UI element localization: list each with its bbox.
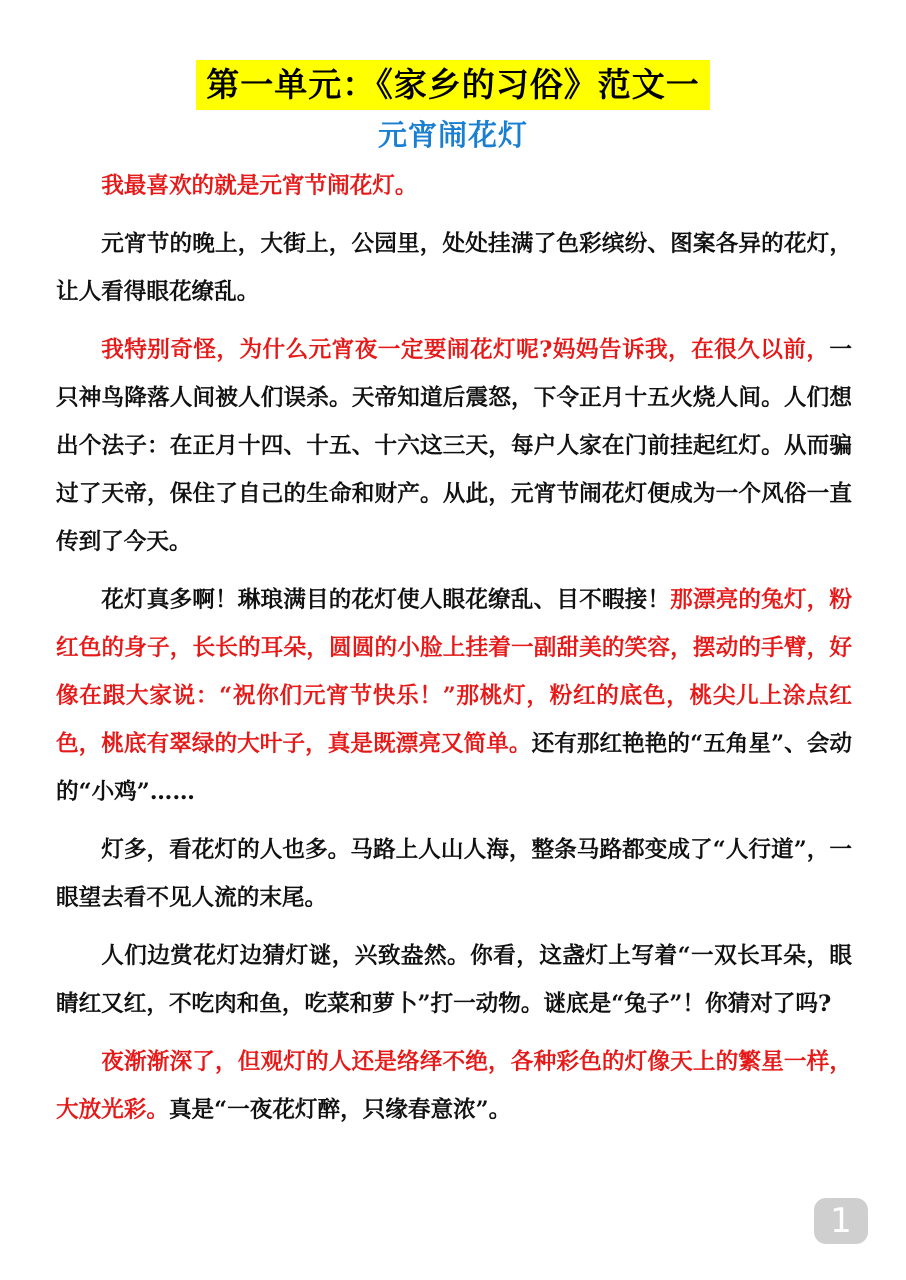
paragraph-4-tail: 还有那红艳艳的“五角星”、会动的“小鸡”…… — [56, 731, 852, 805]
subtitle-row — [0, 115, 906, 155]
essay-body — [56, 162, 852, 1144]
title-row — [0, 60, 906, 110]
paragraph-4-text: 花灯真多啊！琳琅满目的花灯使人眼花缭乱、目不暇接！ — [101, 587, 671, 613]
paragraph-3 — [56, 326, 852, 566]
paragraph-5 — [56, 826, 852, 922]
paragraph-6 — [56, 932, 852, 1028]
paragraph-7-text: 真是“一夜花灯醉，只缘春意浓”。 — [168, 1097, 512, 1123]
paragraph-4-red-text: 那漂亮的兔灯，粉红色的身子，长长的耳朵，圆圆的小脸上挂着一副甜美的笑容，摆动的手臂，好像在跟大家说：“祝你们元宵节快乐！”那桃灯，粉红的底色，桃尖儿上涂点红色，桃底有翠绿的大叶子，真是既漂亮又简单。 — [56, 587, 853, 757]
paragraph-1 — [56, 162, 852, 210]
paragraph-6-text: 人们边赏花灯边猜灯谜，兴致盎然。你看，这盏灯上写着“一双长耳朵，眼睛红又红，不吃肉和鱼，吃菜和萝卜”打一动物。谜底是“兔子”！你猜对了吗? — [56, 943, 852, 1017]
paragraph-2-text: 元宵节的晚上，大街上，公园里，处处挂满了色彩缤纷、图案各异的花灯，让人看得眼花缭乱。 — [56, 231, 852, 305]
paragraph-1-red-lead: 我最喜欢的就是元宵节闹花灯。 — [101, 173, 418, 199]
paragraph-3-red-lead: 我特别奇怪，为什么元宵夜一定要闹花灯呢?妈妈告诉我，在很久以前， — [101, 337, 830, 363]
document-title: 第一单元：《家乡的习俗》范文一 — [196, 60, 710, 110]
paragraph-5-text: 灯多，看花灯的人也多。马路上人山人海，整条马路都变成了“人行道”，一眼望去看不见人流的末尾。 — [56, 837, 852, 911]
paragraph-7-red-lead: 夜渐渐深了，但观灯的人还是络绎不绝，各种彩色的灯像天上的繁星一样，大放光彩。 — [56, 1049, 852, 1123]
paragraph-7 — [56, 1038, 852, 1134]
essay-subtitle: 元宵闹花灯 — [377, 118, 528, 152]
paragraph-4 — [56, 576, 852, 816]
paragraph-2 — [56, 220, 852, 316]
page-number-badge: 1 — [814, 1198, 868, 1244]
paragraph-3-text: 一只神鸟降落人间被人们误杀。天帝知道后震怒，下令正月十五火烧人间。人们想出个法子：在正月十四、十五、十六这三天，每户人家在门前挂起红灯。从而骗过了天帝，保住了自己的生命和财产。从此，元宵节闹花灯便成为一个风俗一直传到了今天。 — [56, 337, 852, 555]
